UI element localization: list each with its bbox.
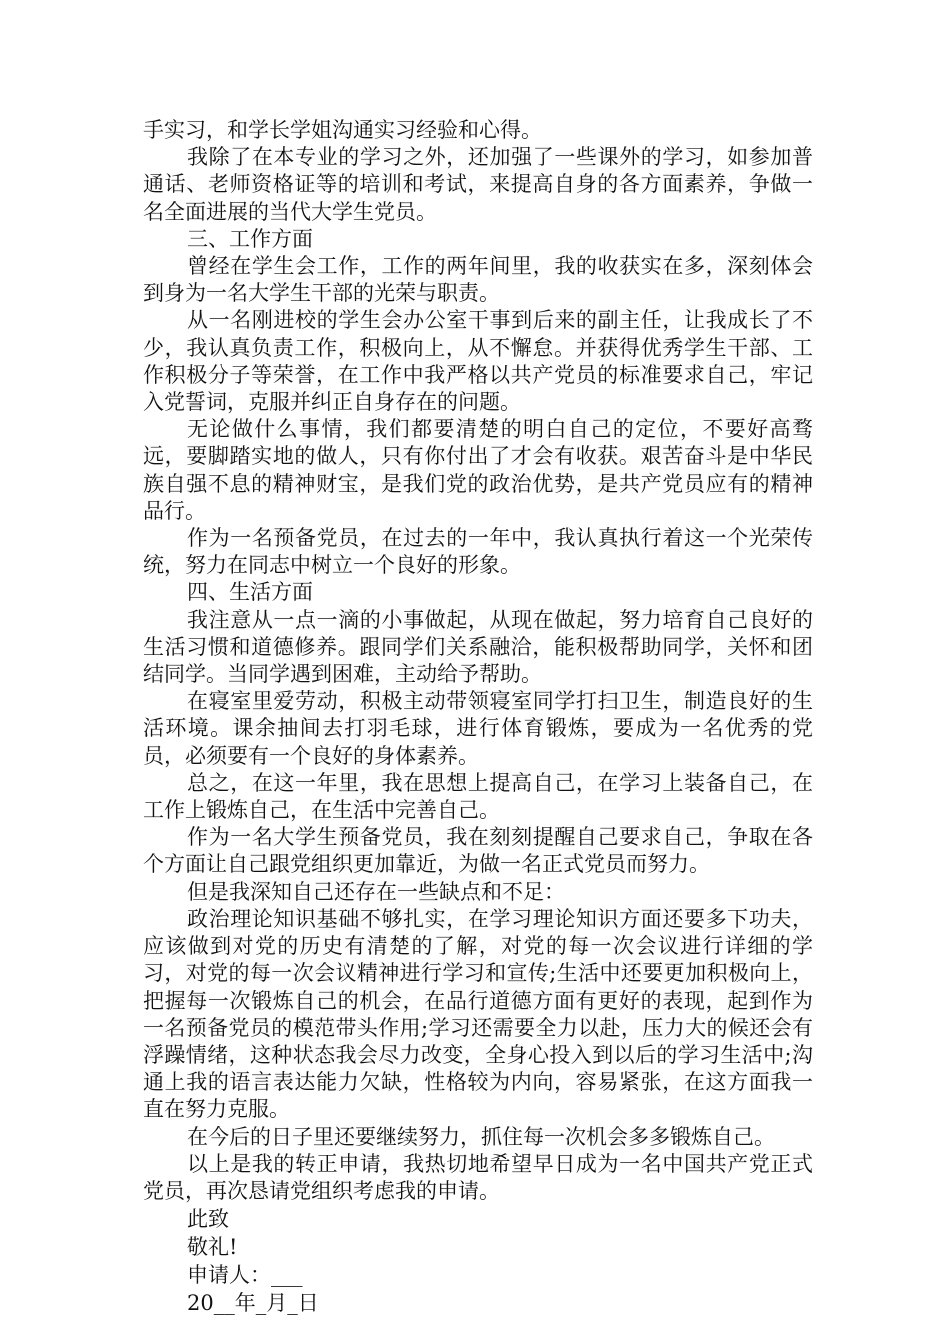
paragraph: 以上是我的转正申请，我热切地希望早日成为一名中国共产党正式党员，再次恳请党组织考虑我的申请。 bbox=[143, 1151, 813, 1203]
paragraph: 作为一名预备党员，在过去的一年中，我认真执行着这一个光荣传统，努力在同志中树立一个良好的形象。 bbox=[143, 526, 813, 578]
paragraph-continuation: 手实习，和学长学姐沟通实习经验和心得。 bbox=[143, 118, 542, 142]
paragraph: 曾经在学生会工作，工作的两年间里，我的收获实在多，深刻体会到身为一名大学生干部的光荣与职责。 bbox=[143, 254, 813, 306]
date-line: 20__年_月_日 bbox=[187, 1291, 319, 1316]
section-heading-work: 三、工作方面 bbox=[187, 226, 313, 251]
paragraph: 但是我深知自己还存在一些缺点和不足： bbox=[187, 879, 565, 904]
paragraph: 总之，在这一年里，我在思想上提高自己，在学习上装备自己，在工作上锻炼自己，在生活中完善自己。 bbox=[143, 770, 813, 823]
closing-regards: 敬礼! bbox=[187, 1235, 238, 1260]
section-heading-life: 四、生活方面 bbox=[187, 580, 313, 605]
applicant-signature-line: 申请人：___ bbox=[187, 1263, 303, 1288]
paragraph: 在今后的日子里还要继续努力，抓住每一次机会多多锻炼自己。 bbox=[187, 1124, 775, 1149]
paragraph: 政治理论知识基础不够扎实，在学习理论知识方面还要多下功夫，应该做到对党的历史有清楚的了解，对党的每一次会议进行详细的学习，对党的每一次会议精神进行学习和宣传;生活中还要更加积极向上，把握每一次锻炼自己的机会，在品行道德方面有更好的表现，起到作为一名预备党员的模范带头作用;学习还需要全力以赴，压力大的候还会有浮躁情绪，这种状态我会尽力改变，全身心投入到以后的学习生活中;沟通上我的语言表达能力欠缺，性格较为内向，容易紧张，在这方面我一直在努力克服。 bbox=[143, 906, 813, 1122]
paragraph: 从一名刚进校的学生会办公室干事到后来的副主任，让我成长了不少，我认真负责工作，积极向上，从不懈怠。并获得优秀学生干部、工作积极分子等荣誉，在工作中我严格以共产党员的标准要求自己，牢记入党誓词，克服并纠正自身存在的问题。 bbox=[143, 308, 813, 415]
document-body bbox=[143, 117, 813, 1317]
paragraph: 无论做什么事情，我们都要清楚的明白自己的定位，不要好高骛远，要脚踏实地的做人，只有你付出了才会有收获。艰苦奋斗是中华民族自强不息的精神财宝，是我们党的政治优势，是共产党员应有的精神品行。 bbox=[143, 417, 813, 523]
paragraph: 我注意从一点一滴的小事做起，从现在做起，努力培育自己良好的生活习惯和道德修养。跟同学们关系融洽，能积极帮助同学，关怀和团结同学。当同学遇到困难，主动给予帮助。 bbox=[143, 607, 813, 687]
paragraph: 我除了在本专业的学习之外，还加强了一些课外的学习，如参加普通话、老师资格证等的培训和考试，来提高自身的各方面素养，争做一名全面进展的当代大学生党员。 bbox=[143, 145, 813, 224]
paragraph: 作为一名大学生预备党员，我在刻刻提醒自己要求自己，争取在各个方面让自己跟党组织更加靠近，为做一名正式党员而努力。 bbox=[143, 825, 813, 877]
closing-salutation: 此致 bbox=[187, 1207, 229, 1232]
paragraph: 在寝室里爱劳动，积极主动带领寝室同学打扫卫生，制造良好的生活环境。课余抽间去打羽毛球，进行体育锻炼，要成为一名优秀的党员，必须要有一个良好的身体素养。 bbox=[143, 689, 813, 768]
